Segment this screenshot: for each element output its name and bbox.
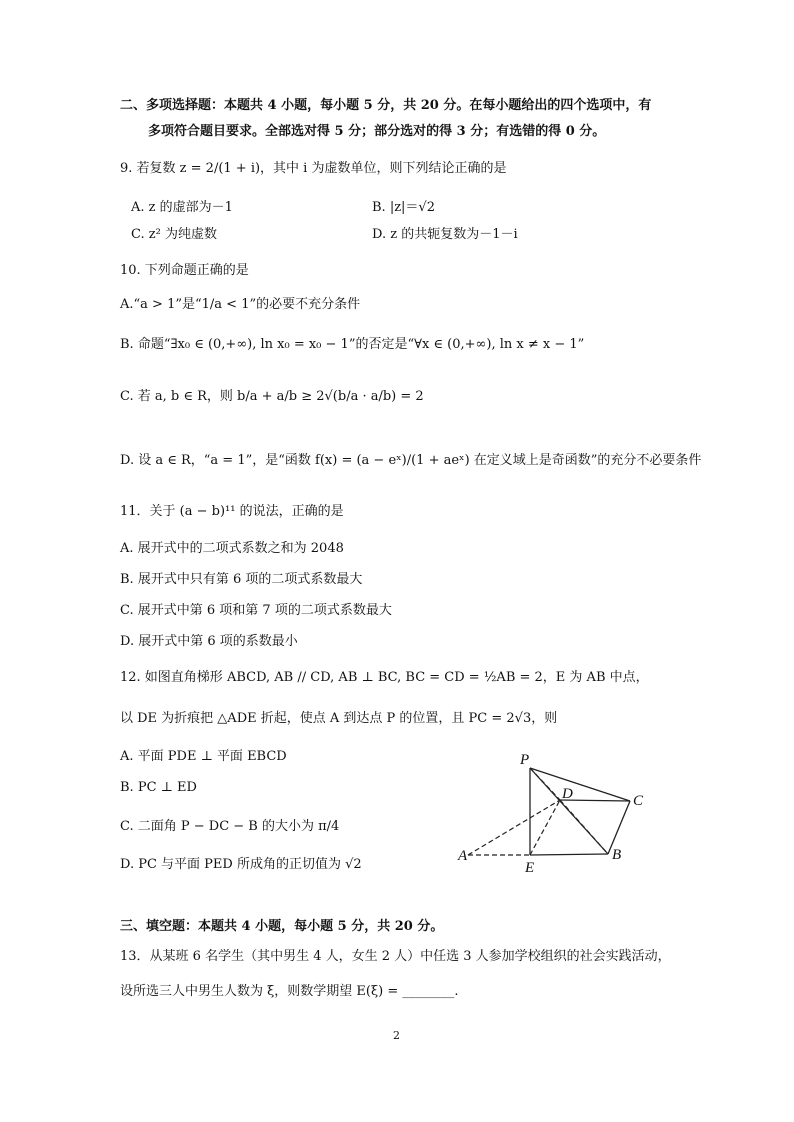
q11-option-b: B. 展开式中只有第 6 项的二项式系数最大 [120, 572, 363, 587]
edge-ED-dashed [530, 800, 560, 855]
q10-option-a: A.“a > 1”是“1/a < 1”的必要不充分条件 [120, 297, 361, 312]
q11-option-a: A. 展开式中的二项式系数之和为 2048 [120, 541, 344, 556]
q11-stem: 11．关于 (a − b)¹¹ 的说法，正确的是 [120, 504, 344, 519]
label-D: D [562, 786, 573, 802]
q10-option-d: D. 设 a ∈ R，“a = 1”，是“函数 f(x) = (a − eˣ)/(1 + aeˣ) 在定义域上是奇函数”的充分不必要条件 [120, 453, 702, 468]
section3-heading: 三、填空题：本题共 4 小题，每小题 5 分，共 20 分。 [120, 919, 444, 934]
label-P: P [520, 752, 530, 768]
q9-option-a: A. z 的虚部为－1 [131, 200, 233, 215]
q10-option-b: B. 命题“∃x₀ ∈ (0,+∞), ln x₀ = x₀ − 1”的否定是“∀x ∈ (0,+∞), ln x ≠ x − 1” [120, 337, 585, 352]
edge-AD-dashed [468, 800, 560, 855]
q12-option-d: D. PC 与平面 PED 所成角的正切值为 √2 [120, 857, 362, 872]
q9-option-b: B. |z|＝√2 [372, 200, 435, 215]
q10-option-c: C. 若 a, b ∈ R，则 b/a + a/b ≥ 2√(b/a · a/b) = 2 [120, 389, 424, 404]
q9-option-d: D. z 的共轭复数为－1－i [372, 227, 518, 242]
section2-heading: 二、多项选择题：本题共 4 小题，每小题 5 分，共 20 分。在每小题给出的四个选项中，有 [120, 98, 652, 113]
q13-line1: 13．从某班 6 名学生（其中男生 4 人，女生 2 人）中任选 3 人参加学校组织的社会实践活动， [120, 949, 671, 964]
label-A: A [458, 848, 468, 864]
q12-stem-line2: 以 DE 为折痕把 △ADE 折起，使点 A 到达点 P 的位置，且 PC = 2√3，则 [120, 711, 558, 726]
label-C: C [633, 793, 644, 809]
q11-option-c: C. 展开式中第 6 项和第 7 项的二项式系数最大 [120, 603, 392, 618]
edge-EB [530, 854, 608, 855]
q12-option-a: A. 平面 PDE ⊥ 平面 EBCD [120, 749, 287, 764]
q12-stem-line1: 12. 如图直角梯形 ABCD, AB // CD, AB ⊥ BC, BC = CD = ½AB = 2，E 为 AB 中点， [120, 670, 649, 685]
q13-line2: 设所选三人中男生人数为 ξ，则数学期望 E(ξ) = ________. [120, 984, 459, 999]
page-number: 2 [393, 1029, 400, 1042]
q11-option-d: D. 展开式中第 6 项的系数最小 [120, 634, 298, 649]
q10-stem: 10. 下列命题正确的是 [120, 263, 249, 278]
q9-option-c: C. z² 为纯虚数 [131, 227, 217, 242]
label-E: E [525, 860, 535, 876]
q12-option-c: C. 二面角 P − DC − B 的大小为 π/4 [120, 819, 340, 834]
label-B: B [612, 847, 622, 863]
q12-figure [456, 748, 676, 878]
q9-stem: 9. 若复数 z = 2/(1 + i)，其中 i 为虚数单位，则下列结论正确的是 [120, 161, 507, 176]
q12-option-b: B. PC ⊥ ED [120, 780, 197, 795]
section2-instructions: 多项符合题目要求。全部选对得 5 分；部分选对的得 3 分；有选错的得 0 分。 [148, 124, 606, 139]
